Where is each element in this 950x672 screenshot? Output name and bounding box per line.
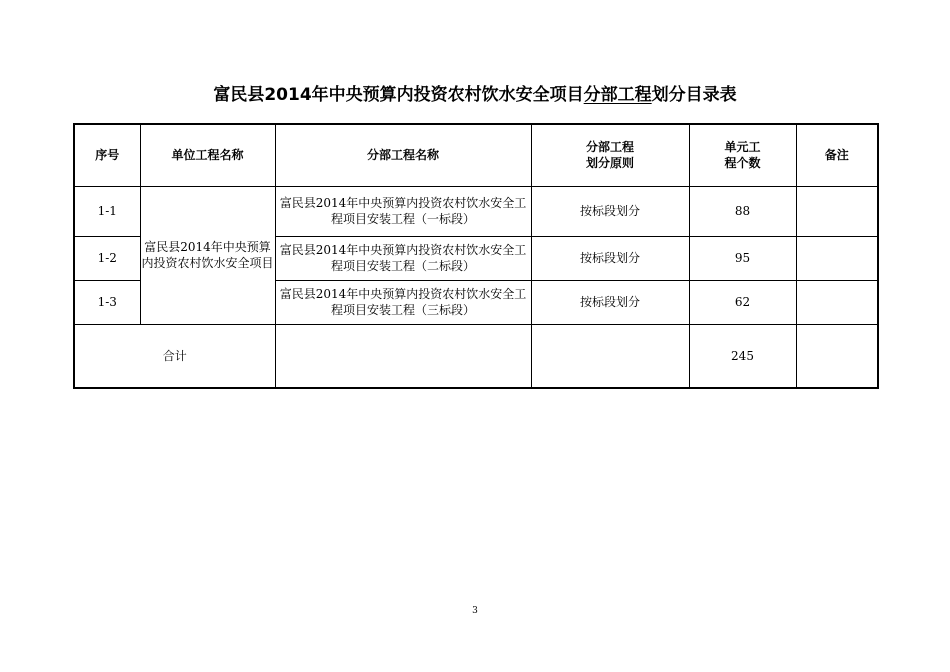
total-label: 合计 [74,324,275,388]
header-sub-project: 分部工程名称 [275,124,531,186]
total-sub-project [275,324,531,388]
row-remark [796,186,878,236]
table-row [74,186,878,236]
page-number: 3 [472,606,478,616]
row-seq: 1-3 [74,280,140,324]
row-seq: 1-1 [74,186,140,236]
row-remark [796,280,878,324]
page-title [0,80,950,105]
row-count: 95 [689,236,796,280]
header-count-line2: 程个数 [724,156,761,171]
title-underlined-part: 分部工程 [583,85,652,105]
unit-project-name: 富民县2014年中央预算内投资农村饮水安全项目 [140,186,275,324]
header-count-line1: 单元工 [724,140,761,155]
row-count: 88 [689,186,796,236]
row-principle: 按标段划分 [531,186,689,236]
header-principle [531,124,689,186]
title-part1: 富民县2014年中央预算内投资农村饮水安全项目 [213,85,584,105]
header-row [74,124,878,186]
row-sub-project: 富民县2014年中央预算内投资农村饮水安全工程项目安装工程（二标段） [275,236,531,280]
header-remark: 备注 [796,124,878,186]
header-unit-project: 单位工程名称 [140,124,275,186]
row-principle: 按标段划分 [531,280,689,324]
total-row [74,324,878,388]
row-remark [796,236,878,280]
row-count: 62 [689,280,796,324]
header-count [689,124,796,186]
header-principle-line2: 划分原则 [585,156,634,171]
header-principle-line1: 分部工程 [585,140,634,155]
row-sub-project: 富民县2014年中央预算内投资农村饮水安全工程项目安装工程（三标段） [275,280,531,324]
row-principle: 按标段划分 [531,236,689,280]
total-remark [796,324,878,388]
project-division-table [73,123,879,389]
header-seq: 序号 [74,124,140,186]
total-principle [531,324,689,388]
row-sub-project: 富民县2014年中央预算内投资农村饮水安全工程项目安装工程（一标段） [275,186,531,236]
total-count: 245 [689,324,796,388]
row-seq: 1-2 [74,236,140,280]
title-part3: 划分目录表 [651,85,737,105]
